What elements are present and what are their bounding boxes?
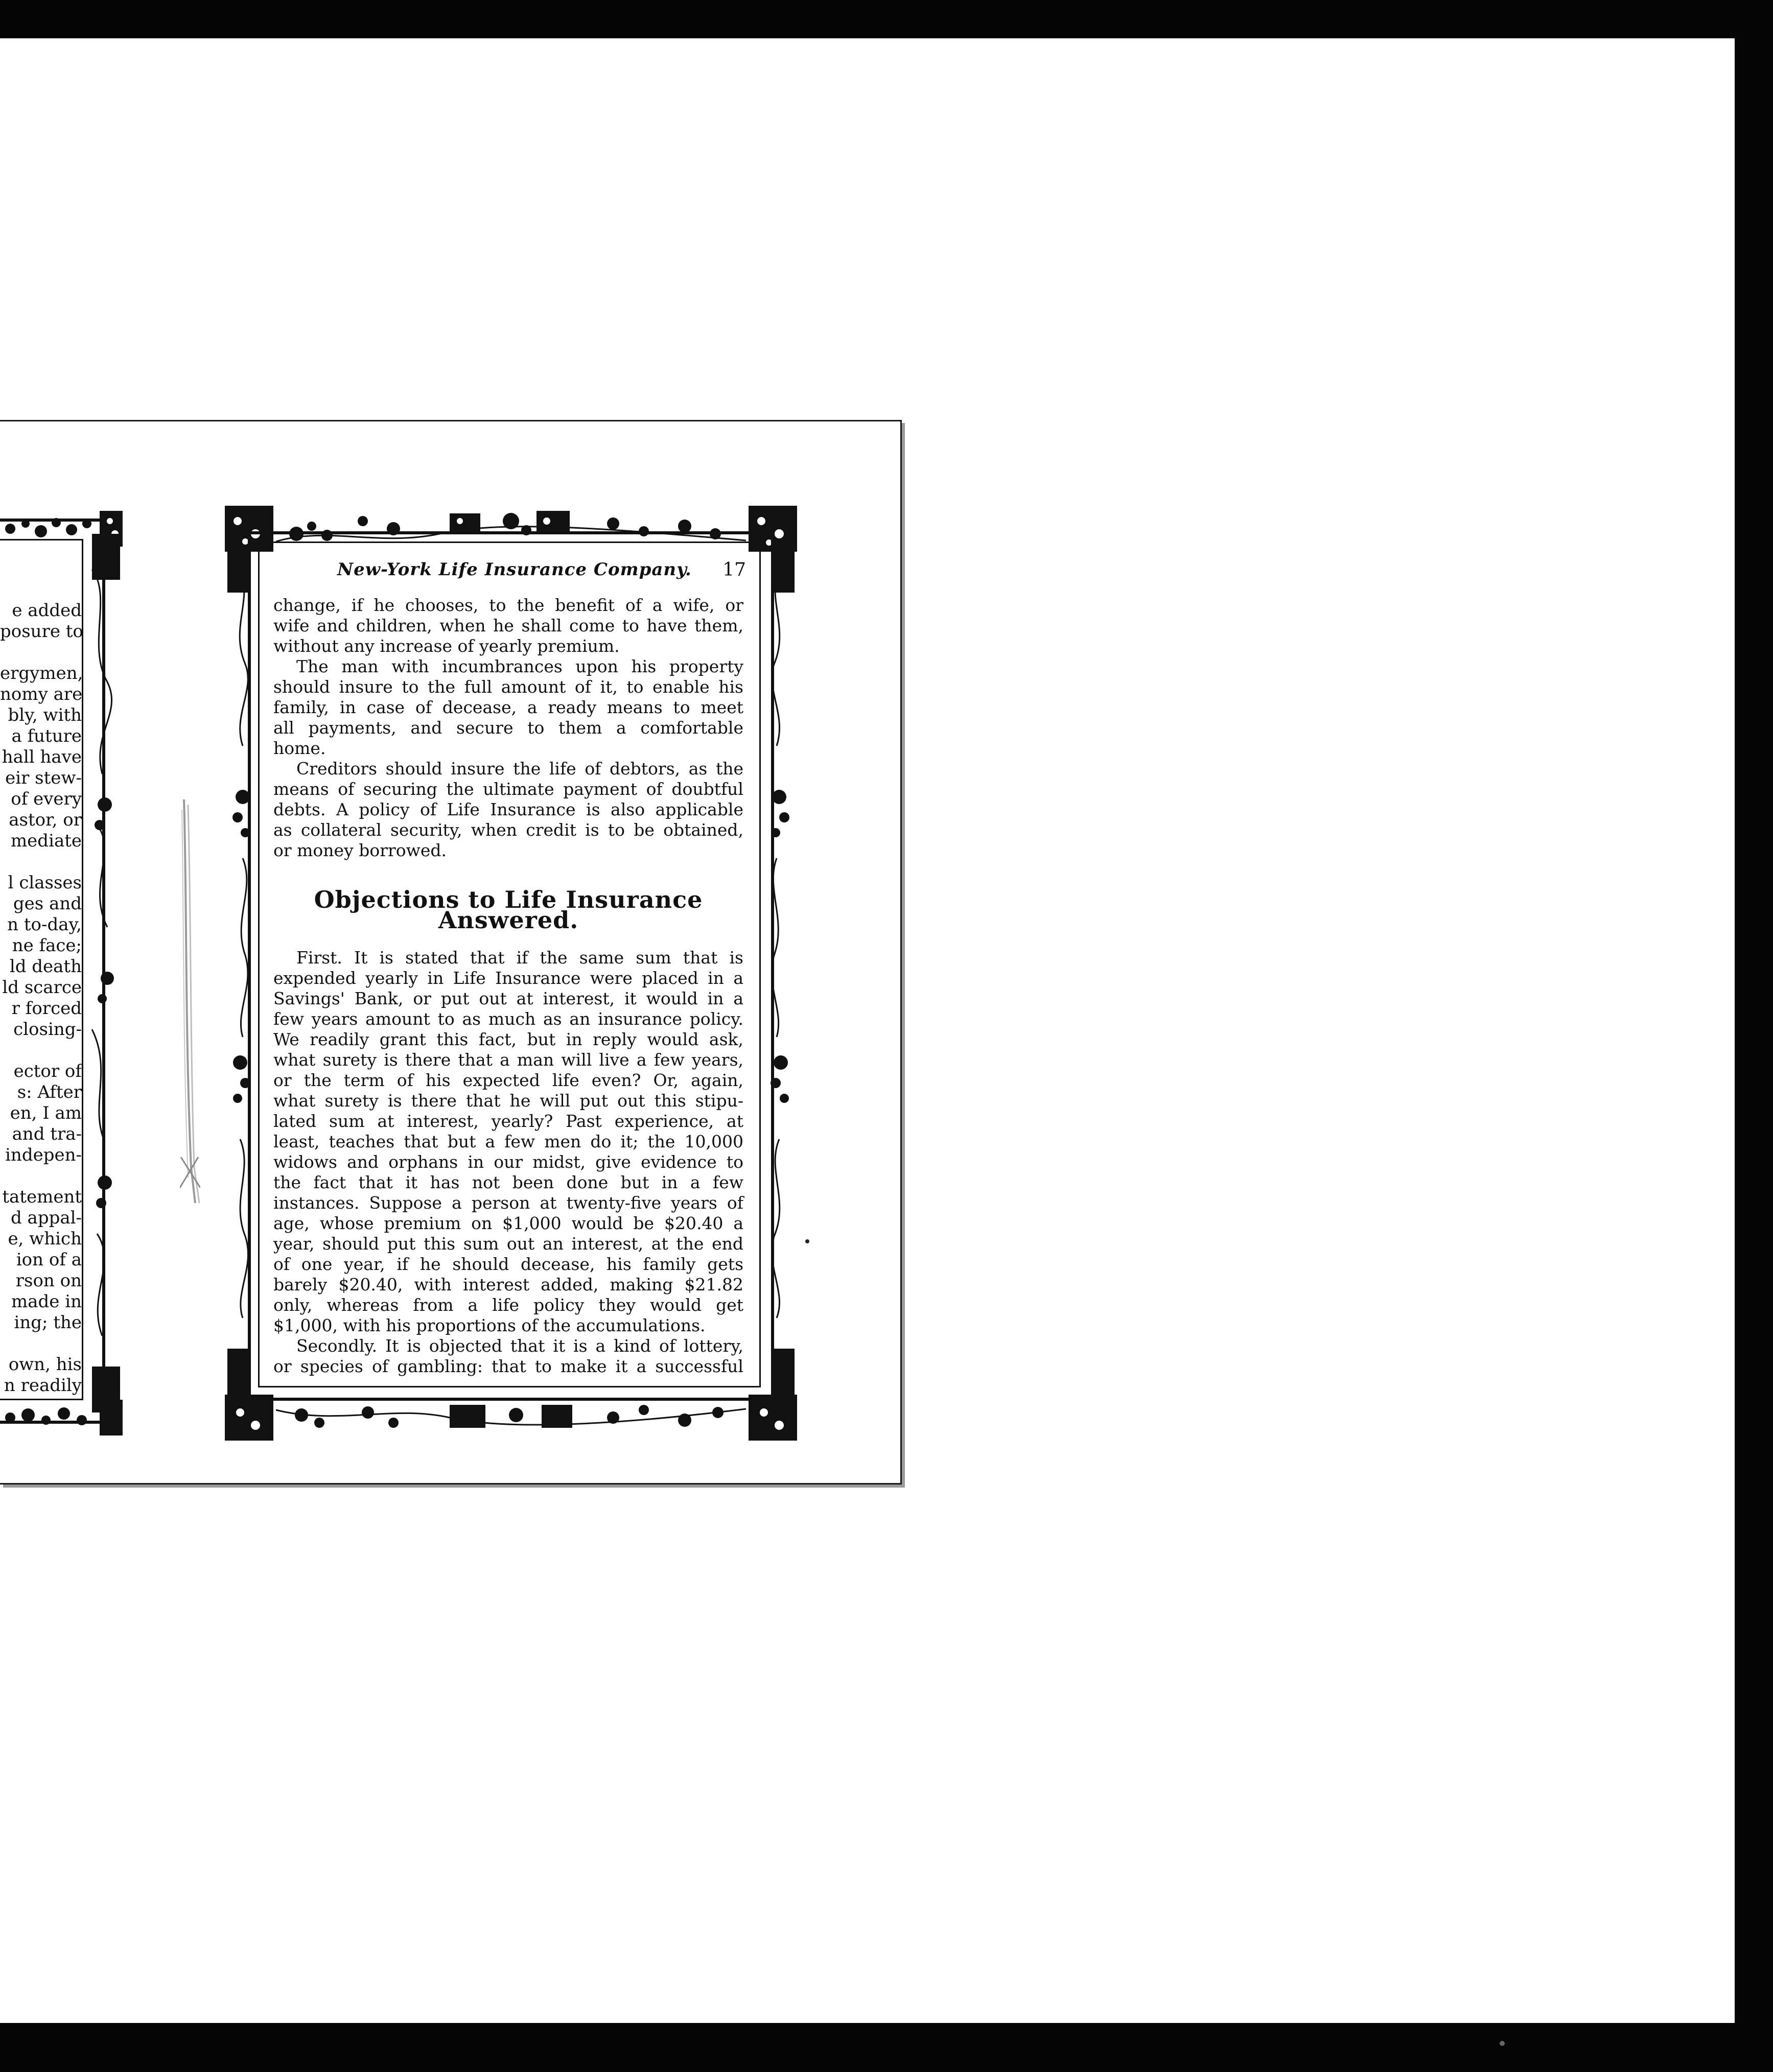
left-page-line: s: After	[17, 1082, 82, 1102]
text-line: expended yearly in Life Insurance were placed in a	[273, 968, 743, 988]
text-line: age, whose premium on $1,000 would be $20.40 a	[273, 1213, 743, 1233]
left-page-line: ges and	[13, 893, 82, 914]
section-heading: Objections to Life Insurance Answered.	[314, 886, 703, 934]
text-line: widows and orphans in our midst, give evidence to	[273, 1152, 743, 1172]
text-line: change, if he chooses, to the benefit of a wife, or	[273, 595, 743, 615]
left-page-line: made in	[11, 1291, 82, 1312]
running-head	[296, 557, 756, 582]
left-page-line: of every	[11, 789, 82, 809]
text-line: $1,000, with his proportions of the accumulations.	[273, 1315, 706, 1335]
text-line: instances. Suppose a person at twenty-five years of	[273, 1193, 743, 1213]
text-line: all payments, and secure to them a comfortable	[273, 718, 743, 738]
text-line: barely $20.40, with interest added, making $21.82	[273, 1275, 743, 1294]
left-page-line	[0, 1333, 82, 1354]
left-page-line: n readily	[4, 1375, 82, 1396]
left-page-line: closing-	[13, 1019, 82, 1040]
body-paragraphs-1	[273, 595, 743, 861]
text-line: only, whereas from a life policy they would get	[273, 1295, 743, 1315]
scan-speck	[802, 1236, 812, 1246]
floral-border-bottom-icon	[225, 1395, 797, 1441]
text-line: what surety is there that a man will live a few years,	[273, 1050, 743, 1070]
left-page-line: e added	[12, 600, 82, 621]
left-page-line: astor, or	[9, 810, 82, 830]
left-page-line: ion of a	[16, 1250, 82, 1270]
floral-border-left-icon	[225, 552, 261, 1395]
page-body	[273, 595, 743, 1377]
text-line: should insure to the full amount of it, to enable his	[273, 677, 743, 697]
text-line: We readily grant this fact, but in reply would ask,	[273, 1029, 743, 1049]
text-line: The man with incumbrances upon his property	[296, 656, 743, 676]
left-page-line: and tra-	[12, 1124, 82, 1144]
left-page-line: en, I am	[10, 1103, 82, 1123]
text-line: lated sum at interest, yearly? Past experience, at	[273, 1111, 743, 1131]
left-page-line: tatement	[2, 1187, 82, 1207]
left-page-line: ne face;	[12, 935, 82, 956]
left-page-line: r forced	[11, 998, 82, 1019]
left-page-line: ld scarce	[2, 977, 82, 998]
left-page-line	[0, 852, 82, 873]
text-line: means of securing the ultimate payment of doubtful	[273, 779, 743, 799]
left-page-line: indepen-	[5, 1145, 82, 1165]
text-line: home.	[273, 738, 326, 758]
floral-border-side-left-icon	[82, 519, 125, 1428]
text-line: what surety is there that he will put out this stipu-	[273, 1091, 743, 1111]
left-page-line	[0, 1040, 82, 1061]
left-page-line	[0, 642, 82, 663]
left-page-line: eir stew-	[5, 768, 82, 788]
text-line: or money borrowed.	[273, 840, 447, 860]
text-line: or the term of his expected life even? Or, again,	[273, 1070, 743, 1090]
page-number: 17	[722, 559, 746, 580]
text-line: or species of gambling: that to make it a successful	[273, 1356, 743, 1376]
left-page-line	[0, 1166, 82, 1187]
left-page-line: bly, with	[8, 705, 82, 725]
left-page-line: d appal-	[10, 1208, 82, 1228]
body-paragraphs-2	[273, 948, 743, 1377]
text-line: few years amount to as much as an insurance policy.	[273, 1009, 743, 1029]
text-line: wife and children, when he shall come to have them,	[273, 616, 743, 635]
left-page-line: ergymen,	[0, 663, 83, 684]
scan-speck	[1497, 2038, 1507, 2049]
left-page-line: posure to	[0, 621, 83, 642]
left-page-line: rson on	[15, 1270, 82, 1291]
left-page-line: e, which	[8, 1229, 82, 1249]
left-page-line: ld death	[9, 956, 82, 977]
left-page-line: mediate	[10, 831, 82, 851]
text-line: as collateral security, when credit is to be obtained,	[273, 820, 743, 840]
left-page-text	[0, 600, 82, 1396]
left-page-line: nomy are	[0, 684, 83, 704]
left-page-line: a future	[11, 726, 82, 746]
text-line: Creditors should insure the life of debtors, as the	[296, 759, 743, 779]
text-line: year, should put this sum out an interest, at the end	[273, 1234, 743, 1254]
text-line: without any increase of yearly premium.	[273, 636, 620, 656]
left-page-line: own, his	[8, 1354, 82, 1375]
text-line: least, teaches that but a few men do it; the 10,000	[273, 1132, 743, 1151]
text-line: the fact that it has not been done but in a few	[273, 1172, 743, 1192]
left-page-line: l classes	[8, 873, 82, 893]
left-page-line: hall have	[2, 747, 82, 767]
left-page-line: n to-day,	[7, 914, 82, 935]
text-line: of one year, if he should decease, his family gets	[273, 1254, 743, 1274]
right-page	[225, 506, 797, 1441]
text-line: family, in case of decease, a ready means to meet	[273, 697, 743, 717]
binding-thread-illustration	[180, 799, 200, 1208]
left-page-line: ector of	[13, 1061, 82, 1081]
text-line: Savings' Bank, or put out at interest, it would in a	[273, 988, 743, 1008]
running-head-title: New-York Life Insurance Company.	[337, 559, 692, 580]
floral-border-right-icon	[761, 552, 797, 1395]
left-page-fragment	[0, 508, 125, 1438]
text-line: First. It is stated that if the same sum that is	[296, 948, 743, 968]
text-line: Secondly. It is objected that it is a kind of lottery,	[296, 1336, 743, 1356]
text-line: debts. A policy of Life Insurance is also applicable	[273, 799, 743, 819]
floral-border-bottom-left-icon	[0, 1397, 125, 1438]
left-page-line: ing; the	[14, 1312, 82, 1333]
